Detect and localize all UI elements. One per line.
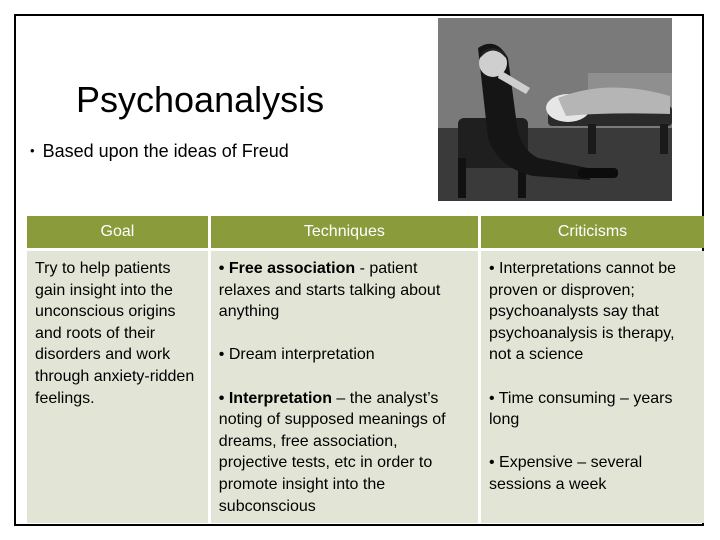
psychoanalysis-table xyxy=(24,213,707,526)
goal-text: Try to help patients gain insight into the unconscious origins and roots of their disorders and work through anxiety-ridden feelings. xyxy=(35,260,195,407)
goal-cell xyxy=(27,251,208,523)
subtitle-text: Based upon the ideas of Freud xyxy=(42,141,289,161)
criticism-item: • Time consuming – years long xyxy=(488,389,673,429)
slide-subtitle xyxy=(30,139,289,163)
slide-title: Psychoanalysis xyxy=(76,79,325,120)
technique-description: – the analyst’s noting of supposed meanings of dreams, free association, projective tests, etc in order to promote insight into the subconscious xyxy=(218,389,446,515)
technique-term: • Free association xyxy=(218,260,356,277)
technique-item xyxy=(219,388,470,518)
technique-item xyxy=(219,344,470,366)
technique-item xyxy=(219,258,470,323)
criticism-item: • Interpretations cannot be proven or disproven; psychoanalysts say that psychoanalysis is therapy, not a science xyxy=(488,260,677,364)
technique-term: • Interpretation xyxy=(218,389,332,407)
technique-description: • Dream interpretation xyxy=(218,346,375,364)
subtitle-bullet: • xyxy=(30,143,35,158)
header-techniques: Techniques xyxy=(211,216,478,248)
header-criticisms: Criticisms xyxy=(481,216,704,248)
criticisms-cell xyxy=(481,251,704,523)
table-header-row xyxy=(27,216,704,248)
header-goal: Goal xyxy=(27,216,208,248)
criticism-item: • Expensive – several sessions a week xyxy=(488,454,643,493)
techniques-cell xyxy=(211,251,478,523)
therapy-session-illustration xyxy=(438,18,672,201)
technique-description: - patient relaxes and starts talking about anything xyxy=(218,260,441,321)
therapy-session-photo xyxy=(438,18,672,201)
table-row xyxy=(27,251,704,523)
